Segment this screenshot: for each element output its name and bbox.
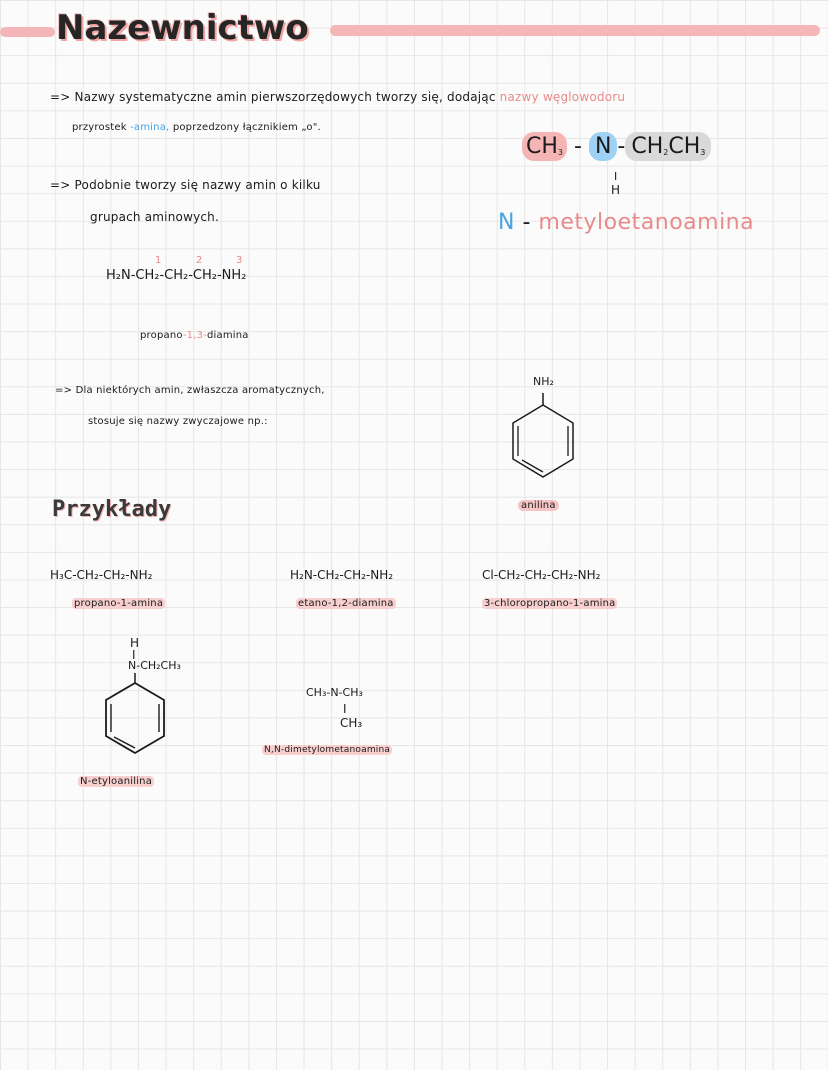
example-4-bond: I [132,648,136,662]
example-4-h: H [130,636,140,650]
page-title: Nazewnictwo [56,8,309,48]
aniline-nh2: NH₂ [533,375,554,388]
formula-dash-1: - [574,134,582,159]
title-bar-left [0,27,55,37]
name-locants: -1,3- [182,330,207,341]
name-rest: metyloetanoamina [538,210,755,235]
example-1-name: propano-1-amina [74,598,164,609]
multi-amine-line-2: grupach aminowych. [90,210,220,224]
example-1-formula: H₃C-CH₂-CH₂-NH₂ [50,568,153,582]
formula-ch3: $CH_3$ [522,132,567,161]
ethylaniline-ring [104,673,166,768]
intro-text-2c: poprzedzony łącznikiem „o". [172,122,321,133]
arrow-marker: => [50,178,71,192]
formula-bond: I [614,170,618,183]
example-5-formula: CH₃-N-CH₃ [306,686,363,699]
example-4-name: N-etyloanilina [80,776,153,787]
aromatic-text: Dla niektórych amin, zwłaszcza aromatycznych, [75,385,325,396]
examples-heading: Przykłady [52,497,172,522]
multi-amine-line-1 [50,178,321,192]
intro-line-2 [72,122,321,133]
carbon-number-1: 1 [155,255,162,266]
aniline-ring [510,393,576,493]
carbon-number-3: 3 [236,255,243,266]
example-formula [522,134,711,159]
example-name [498,210,754,235]
multi-amine-text: Podobnie tworzy się nazwy amin o kilku [74,178,321,192]
propanediamine-formula: H₂N-CH₂-CH₂-CH₂-NH₂ [106,268,247,283]
intro-line-1 [50,90,625,104]
name-dash: - [522,210,531,235]
formula-dash-2: - [617,134,626,159]
formula-n: N [589,132,617,161]
example-5-name: N,N-dimetylometanoamina [264,745,391,755]
example-3-formula: Cl-CH₂-CH₂-CH₂-NH₂ [482,568,601,582]
intro-suffix: -amina, [130,122,170,133]
example-5-bond: I [343,702,347,716]
name-n: N [498,210,515,235]
arrow-marker: => [55,385,73,396]
aromatic-line-1 [55,385,325,396]
intro-highlight: nazwy węglowodoru [499,90,626,104]
arrow-marker: => [50,90,71,104]
example-3-name: 3-chloropropano-1-amina [484,598,616,609]
example-5-substituent: CH₃ [340,716,363,730]
aniline-name: anilina [518,500,559,511]
example-2-formula: H₂N-CH₂-CH₂-NH₂ [290,568,394,582]
aromatic-line-2: stosuje się nazwy zwyczajowe np.: [88,416,268,427]
intro-text-2a: przyrostek [72,122,127,133]
example-4-group: N-CH₂CH₃ [128,659,181,672]
formula-h: H [611,183,621,197]
formula-ethyl: $CH_2CH_3$ [625,132,711,161]
name-part-c: diamina [207,330,249,341]
example-2-name: etano-1,2-diamina [298,598,394,609]
intro-text: Nazwy systematyczne amin pierwszorzędowych tworzy się, dodając [74,90,496,104]
name-part-a: propano [140,330,183,341]
carbon-number-2: 2 [196,255,203,266]
propanediamine-name [140,330,249,341]
title-bar-right [330,25,820,36]
